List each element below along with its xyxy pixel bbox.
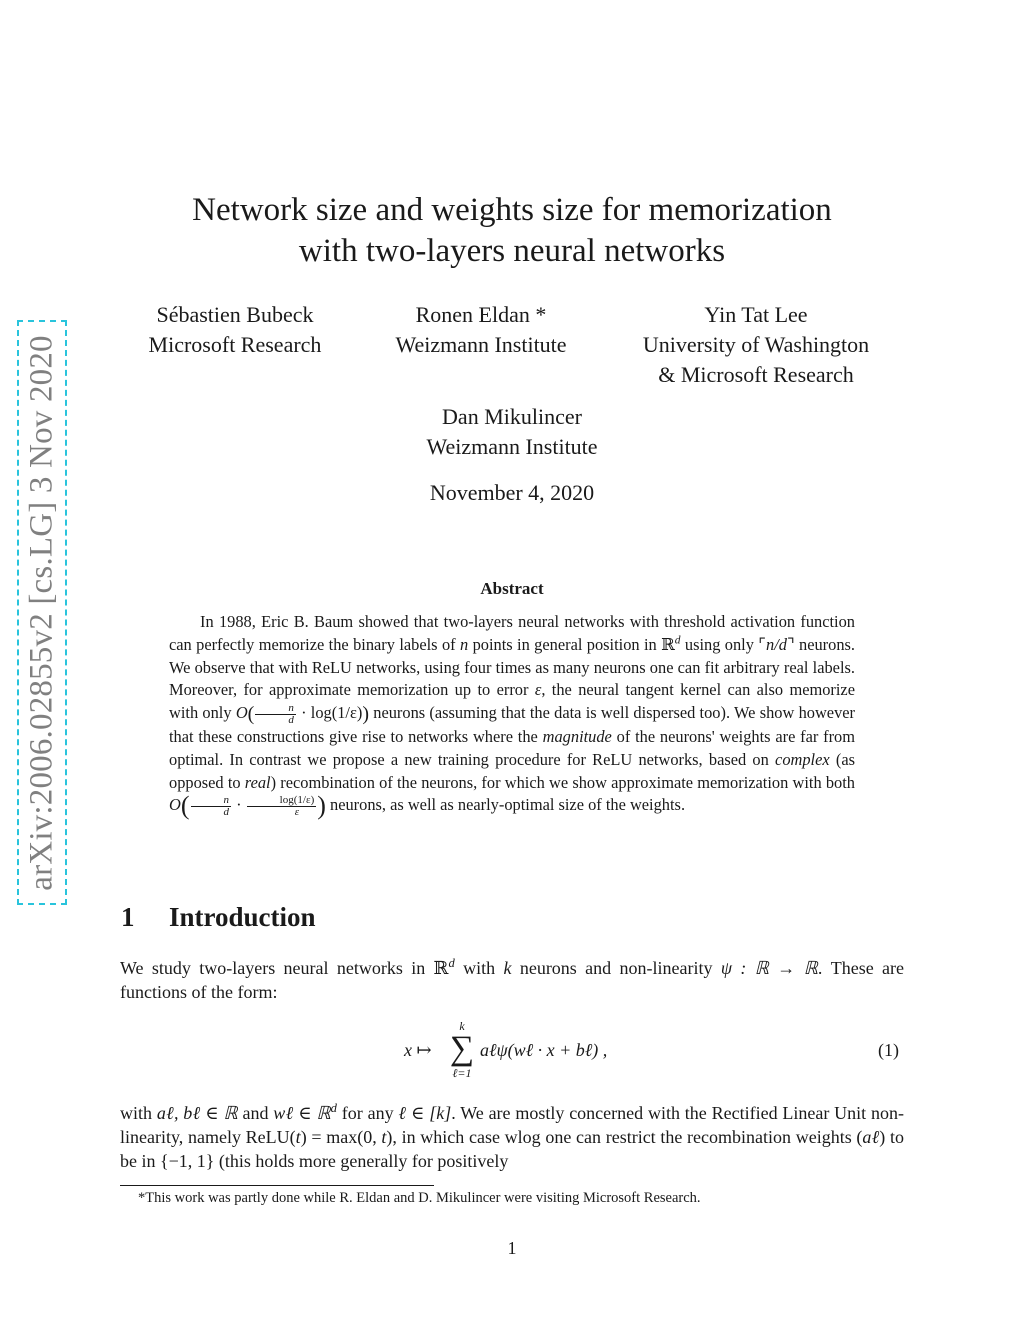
author-block-2	[368, 300, 594, 360]
abstract-text: ⌝ neurons. We observe that with ReLU networks, using four times as many neurons one can fit arbitrary real labels. Moreover, for approximate memorization up to error	[169, 634, 856, 700]
math-inline: t	[381, 1127, 387, 1147]
math-inline: wℓ ∈ ℝ	[273, 1103, 331, 1123]
abstract-text: , the neural tangent kernel can also memorize with only	[169, 680, 855, 723]
math-big-o: O	[235, 703, 248, 723]
body-text: We study two-layers neural networks in ℝ	[120, 958, 449, 978]
body-text: . We are mostly concerned with the Rectified Linear Unit non-linearity, namely ReLU(	[120, 1103, 904, 1147]
body-text: ) to be in {−1, 1} (this holds more generally for positively	[120, 1127, 904, 1171]
abstract-heading: Abstract	[480, 579, 544, 598]
sum-lower-limit: ℓ=1	[452, 1066, 472, 1080]
title-line-2: with two-layers neural networks	[298, 233, 726, 269]
author-affiliation: Weizmann Institute	[426, 434, 598, 459]
equation-rhs: aℓψ(wℓ · x + bℓ) ,	[480, 1040, 608, 1060]
abstract-body: In 1988, Eric B. Baum showed that two-layers neural networks with threshold activation function can perfectly memorize the binary labels of n points in general position in ℝ$^d$ using only ⌜n/d⌝ neurons. We observe that with ReLU networks, using four times as many neurons one can fit arbitrary real labels. Moreover, for approximate memorization up to error ε, the neural tangent kernel can also memorize with only O( $\frac{n}{d}$ · log(1/ε)) neurons (assuming that the data is well dispersed too). We show however that these constructions give rise to networks where the magnitude of the neurons' weights are far from optimal. In contrast we propose a new training procedure for ReLU networks, based on complex (as opposed to real) recombination of the neurons, for which we show approximate memorization with both O( $\frac{n}{d}$ · $\frac{\log(1/\varepsilon)}{\varepsilon}$ ) neurons, as well as nearly-optimal size of the weights.	[169, 612, 856, 821]
section-heading	[121, 902, 316, 933]
author-block-3	[616, 300, 896, 390]
author-name: Dan Mikulincer	[442, 404, 582, 429]
equation-number: (1)	[878, 1040, 899, 1060]
equation-lhs: x ↦	[404, 1040, 432, 1060]
author-name: Yin Tat Lee	[704, 302, 808, 327]
body-text: with	[454, 958, 504, 978]
body-text: neurons and non-linearity	[511, 958, 721, 978]
math-psi-map: ψ : ℝ → ℝ	[720, 958, 818, 978]
sum-upper-limit: k	[459, 1019, 465, 1033]
section-number: 1	[121, 902, 135, 932]
paper-title	[100, 190, 924, 272]
math-d: d	[448, 956, 455, 970]
body-paragraph	[120, 1101, 904, 1173]
emph-magnitude: magnitude	[542, 726, 612, 746]
summation	[448, 1020, 476, 1080]
math-big-o: O	[169, 795, 181, 815]
abstract-text: neurons, as well as nearly-optimal size of the weights.	[325, 795, 686, 815]
abstract-text: neurons (assuming that the data is well dispersed too). We show however that these constructions give rise to networks where the	[169, 703, 856, 746]
equation-1	[404, 1020, 644, 1084]
author-affiliation: Microsoft Research	[148, 332, 322, 357]
title-line-1: Network size and weights size for memorization	[192, 192, 832, 228]
arxiv-stamp	[17, 320, 67, 905]
math-inline: aℓ	[862, 1127, 880, 1147]
sum-symbol: ∑	[449, 1030, 475, 1067]
abstract-text: of the neurons' weights are far from optimal. In contrast we propose a new training procedure for ReLU networks, based on	[169, 726, 856, 769]
author-block-4	[382, 402, 642, 462]
footnote: *This work was partly done while R. Eldan and D. Mikulincer were visiting Microsoft Research.	[138, 1190, 701, 1206]
body-text: . These are functions of the form:	[120, 958, 905, 1002]
body-text: ), in which case wlog one can restrict the recombination weights (	[386, 1127, 863, 1147]
math-k: k	[503, 958, 512, 978]
body-text: ) = max(0,	[300, 1127, 382, 1147]
abstract-text: points in general position in ℝ	[468, 634, 675, 654]
math-fraction-n-d: $\frac{n}{d}$	[255, 703, 296, 726]
math-inline: t	[295, 1127, 301, 1147]
math-fraction-log-eps: $\frac{\log(1/\varepsilon)}{\varepsilon}$	[247, 795, 317, 818]
author-name: Sébastien Bubeck	[156, 302, 314, 327]
math-epsilon: ε	[534, 680, 542, 700]
abstract-text: using only ⌜	[680, 634, 766, 654]
math-d: d	[330, 1101, 337, 1115]
math-log-term: · log(1/ε)	[296, 703, 363, 723]
math-d: d	[674, 634, 681, 647]
footnote-rule	[120, 1185, 434, 1186]
author-affiliation: Weizmann Institute	[395, 332, 567, 357]
paper-date: November 4, 2020	[429, 480, 595, 505]
section-title: Introduction	[169, 902, 316, 932]
math-n-over-d: n/d	[766, 634, 787, 654]
math-fraction-n-d: $\frac{n}{d}$	[191, 795, 232, 818]
emph-complex: complex	[775, 749, 830, 769]
body-text: for any	[336, 1103, 399, 1123]
math-inline: aℓ, bℓ ∈ ℝ	[156, 1103, 238, 1123]
emph-real: real	[244, 772, 271, 792]
author-affiliation-2: & Microsoft Research	[658, 362, 854, 387]
arxiv-identifier: arXiv:2006.02855v2 [cs.LG] 3 Nov 2020	[23, 334, 60, 891]
math-inline: ℓ ∈ [k]	[398, 1103, 452, 1123]
author-affiliation: University of Washington	[642, 332, 870, 357]
abstract-text: ) recombination of the neurons, for which we show approximate memorization with both	[270, 772, 855, 792]
author-name: Ronen Eldan *	[415, 302, 547, 327]
abstract-text: (as opposed to	[169, 749, 855, 792]
body-text: and	[237, 1103, 274, 1123]
author-block-1	[120, 300, 350, 360]
abstract-text: In 1988, Eric B. Baum showed that two-layers neural networks with threshold activation function can perfectly memorize the binary labels of	[169, 612, 855, 654]
intro-paragraph	[120, 956, 904, 1004]
math-dot: ·	[232, 795, 246, 815]
page-number: 1	[507, 1238, 517, 1258]
math-n: n	[460, 634, 469, 654]
body-text: with	[120, 1103, 157, 1123]
